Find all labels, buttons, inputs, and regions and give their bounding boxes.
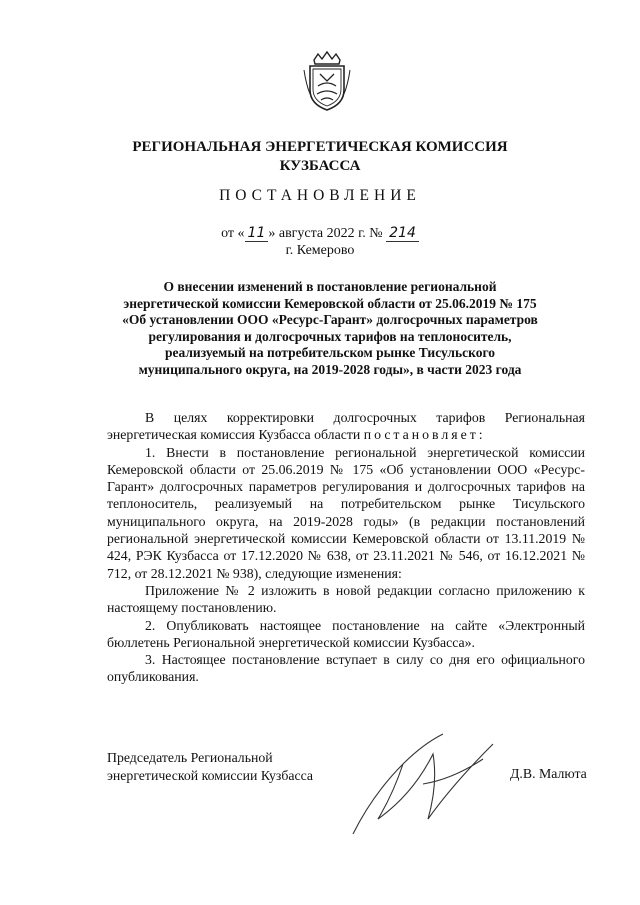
title-line: «Об установлении ООО «Ресурс-Гарант» долгосрочных параметров (122, 312, 538, 328)
intro-text: В целях корректировки долгосрочных тарифов Региональная энергетическая комиссия Кузбасса области (107, 410, 585, 443)
org-line-1: РЕГИОНАЛЬНАЯ ЭНЕРГЕТИЧЕСКАЯ КОМИССИЯ (132, 139, 508, 155)
document-title (100, 279, 560, 379)
document-body (107, 409, 585, 686)
date-rest: » августа 2022 г. № (268, 226, 383, 241)
title-line: реализуемый на потребительском рынке Тисульского (164, 345, 496, 361)
org-line-2: КУЗБАССА (279, 158, 361, 174)
document-type: ПОСТАНОВЛЕНИЕ (219, 187, 421, 204)
intro-paragraph (107, 409, 585, 444)
title-line: О внесении изменений в постановление региональной (163, 279, 497, 294)
signatory-name: Д.В. Малюта (510, 766, 587, 781)
item-1-subparagraph: Приложение № 2 изложить в новой редакции согласно приложению к настоящему постановлению. (107, 582, 585, 616)
item-2-paragraph: 2. Опубликовать настоящее постановление на сайте «Электронный бюллетень Региональной энергетической комиссии Кузбасса». (107, 617, 585, 650)
date-day-handwritten: 11 (245, 225, 269, 242)
organization-name (0, 138, 640, 176)
city: г. Кемерово (285, 243, 355, 258)
resolves-word: постановляет: (363, 427, 486, 443)
position-line-1: Председатель Региональной (107, 750, 273, 765)
date-prefix: от « (221, 226, 245, 241)
document-date-line (0, 225, 640, 242)
coat-of-arms-icon (302, 50, 352, 112)
title-line: регулирования и долгосрочных тарифов на теплоноситель, (148, 328, 512, 344)
item-3-paragraph: 3. Настоящее постановление вступает в силу со дня его официального опубликования. (107, 652, 585, 685)
title-line: муниципального округа, на 2019-2028 годы», в части 2023 года (138, 361, 522, 377)
signatory-position (107, 749, 313, 785)
title-line: энергетической комиссии Кемеровской области от 25.06.2019 № 175 (123, 295, 537, 311)
document-number-handwritten: 214 (386, 225, 419, 242)
position-line-2: энергетической комиссии Кузбасса (107, 768, 314, 783)
item-1-paragraph: 1. Внести в постановление региональной энергетической комиссии Кемеровской области от 25.06.2019 № 175 «Об установлении ООО «Ресурс-Гарант» долгосрочных параметров регулирования и долгосрочных тарифов на теплоноситель, реализуемый на потребительском рынке Тисульского муниципального округа, на 2019-2028 годы» (в редакции постановлений региональной энергетической комиссии Кемеровской области от 13.11.2019 № 424, РЭК Кузбасса от 17.12.2020 № 638, от 23.11.2021 № 546, от 16.12.2021 № 712, от 28.12.2021 № 938), следующие изменения: (107, 444, 585, 581)
handwritten-signature (333, 724, 513, 844)
